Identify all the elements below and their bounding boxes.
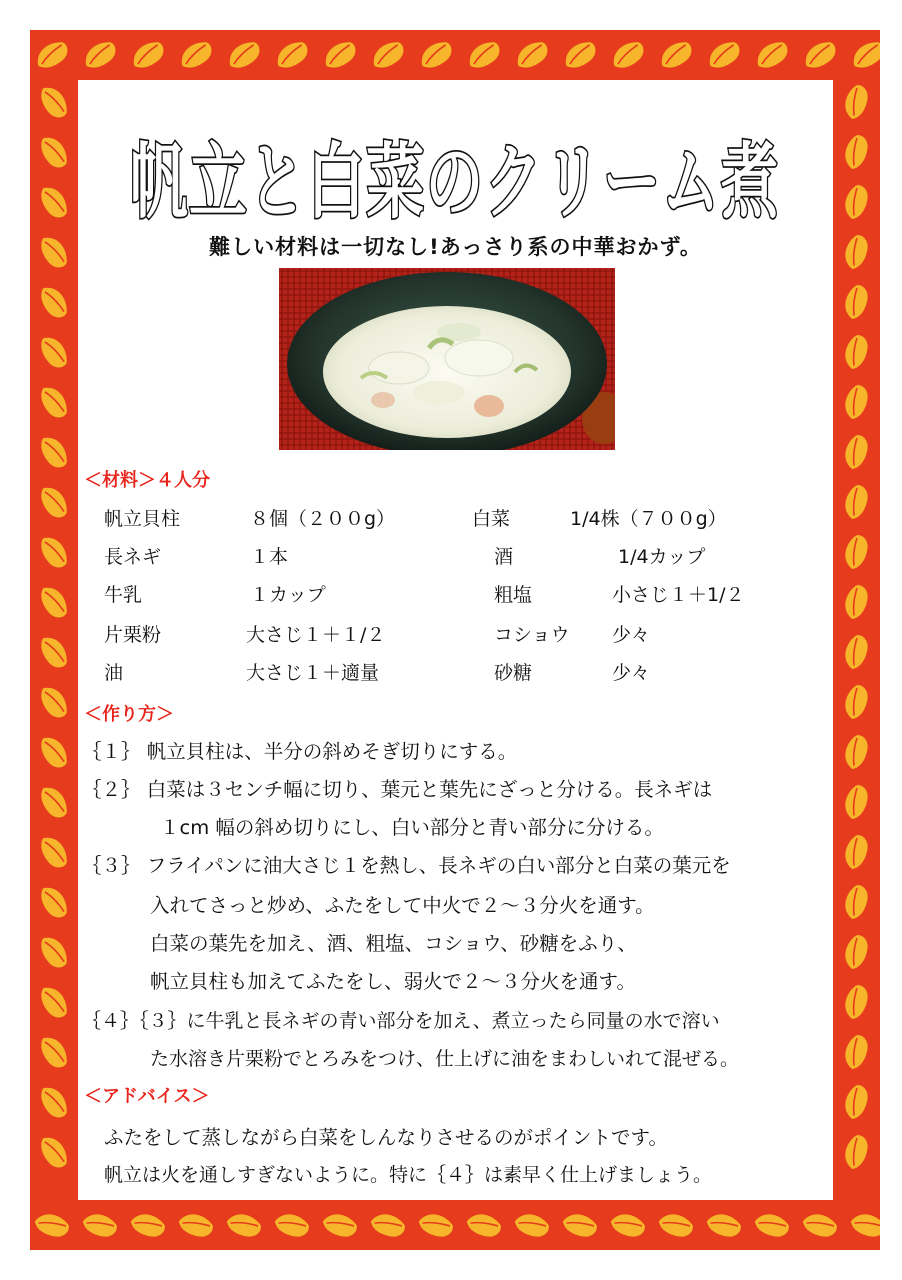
ingredient-name: 油 xyxy=(104,662,124,684)
leaf-icon xyxy=(839,282,872,322)
leaf-icon xyxy=(839,732,872,772)
leaf-icon xyxy=(37,132,70,172)
leaf-icon xyxy=(839,382,872,422)
leaf-icon xyxy=(839,332,872,372)
ingredient-amount: 少々 xyxy=(612,624,651,646)
ingredient-amount: 小さじ１＋1/２ xyxy=(612,584,745,606)
leaf-icon xyxy=(37,782,70,822)
leaf-icon xyxy=(176,1208,216,1241)
ingredient-amount: １本 xyxy=(250,546,289,568)
subtitle: 難しい材料は一切なし!あっさり系の中華おかず。 xyxy=(209,235,702,259)
page-title xyxy=(78,110,833,230)
leaf-icon xyxy=(37,732,70,772)
ingredient-name: 粗塩 xyxy=(494,584,533,606)
leaf-icon xyxy=(37,282,70,322)
ingredient-amount: 大さじ１＋１/２ xyxy=(246,624,386,646)
leaf-icon xyxy=(464,1208,504,1241)
method-heading: ＜作り方＞ xyxy=(84,704,174,725)
leaf-icon xyxy=(848,38,880,71)
method-line: ｛１｝ 帆立貝柱は、半分の斜めそぎ切りにする。 xyxy=(82,740,518,763)
leaf-icon xyxy=(416,38,456,71)
leaf-icon xyxy=(608,38,648,71)
leaf-icon xyxy=(560,1208,600,1241)
leaf-icon xyxy=(320,1208,360,1241)
leaf-icon xyxy=(839,232,872,272)
leaf-icon xyxy=(368,1208,408,1241)
page-title-text: 帆立と白菜のクリーム煮 xyxy=(130,135,780,230)
leaf-icon xyxy=(37,232,70,272)
ingredient-name: 牛乳 xyxy=(104,584,143,606)
method-line: １cm 幅の斜め切りにし、白い部分と青い部分に分ける。 xyxy=(160,816,664,839)
advice-line: 帆立は火を通しすぎないように。特に｛４｝は素早く仕上げましょう。 xyxy=(104,1164,713,1186)
leaf-icon xyxy=(37,482,70,522)
leaf-icon xyxy=(37,82,70,122)
leaf-icon xyxy=(704,38,744,71)
leaf-icon xyxy=(839,682,872,722)
method-line: た水溶き片栗粉でとろみをつけ、仕上げに油をまわしいれて混ぜる。 xyxy=(150,1048,740,1070)
ingredient-amount: １カップ xyxy=(250,584,326,606)
ingredient-amount: ８個（２００g） xyxy=(250,508,396,530)
advice-heading: ＜アドバイス＞ xyxy=(84,1086,210,1107)
leaf-icon xyxy=(608,1208,648,1241)
ingredients-heading: ＜材料＞４人分 xyxy=(84,470,210,491)
leaf-icon xyxy=(839,982,872,1022)
leaf-icon xyxy=(37,982,70,1022)
method-line: ｛２｝ 白菜は３センチ幅に切り、葉元と葉先にざっと分ける。長ネギは xyxy=(82,778,713,801)
method-line: ｛３｝ フライパンに油大さじ１を熱し、長ネギの白い部分と白菜の葉元を xyxy=(82,854,731,877)
ingredient-name: 砂糖 xyxy=(494,662,533,684)
leaf-icon xyxy=(839,882,872,922)
leaf-icon xyxy=(839,82,872,122)
leaf-icon xyxy=(839,482,872,522)
leaf-icon xyxy=(37,332,70,372)
leaf-icon xyxy=(839,1032,872,1072)
leaf-icon xyxy=(80,38,120,71)
leaf-icon xyxy=(800,38,840,71)
leaf-icon xyxy=(32,1208,72,1241)
advice-line: ふたをして蒸しながら白菜をしんなりさせるのがポイントです。 xyxy=(104,1126,668,1149)
leaf-icon xyxy=(37,532,70,572)
leaf-icon xyxy=(839,632,872,672)
leaf-icon xyxy=(704,1208,744,1241)
method-line: 入れてさっと炒め、ふたをして中火で２～３分火を通す。 xyxy=(150,894,655,917)
leaf-icon xyxy=(800,1208,840,1241)
dish-photo xyxy=(279,268,615,450)
leaf-icon xyxy=(839,1132,872,1172)
leaf-icon xyxy=(80,1208,120,1241)
ingredient-amount: 1/4カップ xyxy=(618,546,706,568)
leaf-icon xyxy=(839,532,872,572)
leaf-icon xyxy=(512,38,552,71)
leaf-icon xyxy=(839,1082,872,1122)
leaf-icon xyxy=(176,38,216,71)
leaf-icon xyxy=(320,38,360,71)
leaf-icon xyxy=(368,38,408,71)
leaf-icon xyxy=(839,782,872,822)
leaf-icon xyxy=(839,432,872,472)
leaf-icon xyxy=(37,932,70,972)
ingredient-name: コショウ xyxy=(494,624,570,646)
leaf-icon xyxy=(32,38,72,71)
leaf-icon xyxy=(224,38,264,71)
leaf-icon xyxy=(37,182,70,222)
leaf-icon xyxy=(224,1208,264,1241)
leaf-icon xyxy=(848,1208,880,1241)
leaf-icon xyxy=(37,882,70,922)
leaf-icon xyxy=(416,1208,456,1241)
leaf-icon xyxy=(752,1208,792,1241)
ingredient-name: 長ネギ xyxy=(104,546,162,568)
leaf-icon xyxy=(37,582,70,622)
leaf-icon xyxy=(37,832,70,872)
ingredient-amount: 1/4株（７００g） xyxy=(570,508,727,530)
leaf-icon xyxy=(37,632,70,672)
ingredient-amount: 大さじ１＋適量 xyxy=(246,662,380,684)
method-line: 白菜の葉先を加え、酒、粗塩、コショウ、砂糖をふり、 xyxy=(150,932,637,955)
leaf-icon xyxy=(656,38,696,71)
leaf-icon xyxy=(560,38,600,71)
leaf-icon xyxy=(752,38,792,71)
leaf-icon xyxy=(272,1208,312,1241)
leaf-icon xyxy=(656,1208,696,1241)
leaf-icon xyxy=(37,1082,70,1122)
method-line: ｛４｝｛３｝に牛乳と長ネギの青い部分を加え、煮立ったら同量の水で溶い xyxy=(82,1010,720,1032)
leaf-icon xyxy=(839,582,872,622)
ingredient-name: 酒 xyxy=(494,546,514,568)
ingredient-amount: 少々 xyxy=(612,662,651,684)
leaf-icon xyxy=(37,1132,70,1172)
leaf-icon xyxy=(37,1032,70,1072)
leaf-icon xyxy=(464,38,504,71)
leaf-icon xyxy=(839,932,872,972)
method-line: 帆立貝柱も加えてふたをし、弱火で２～３分火を通す。 xyxy=(150,970,636,993)
leaf-icon xyxy=(37,432,70,472)
leaf-icon xyxy=(37,382,70,422)
leaf-icon xyxy=(512,1208,552,1241)
ingredient-name: 白菜 xyxy=(472,508,511,530)
leaf-icon xyxy=(839,132,872,172)
ingredient-name: 片栗粉 xyxy=(104,624,162,646)
leaf-icon xyxy=(128,38,168,71)
ingredient-name: 帆立貝柱 xyxy=(104,508,181,530)
leaf-icon xyxy=(37,682,70,722)
leaf-icon xyxy=(839,182,872,222)
leaf-icon xyxy=(839,832,872,872)
leaf-icon xyxy=(272,38,312,71)
leaf-icon xyxy=(128,1208,168,1241)
